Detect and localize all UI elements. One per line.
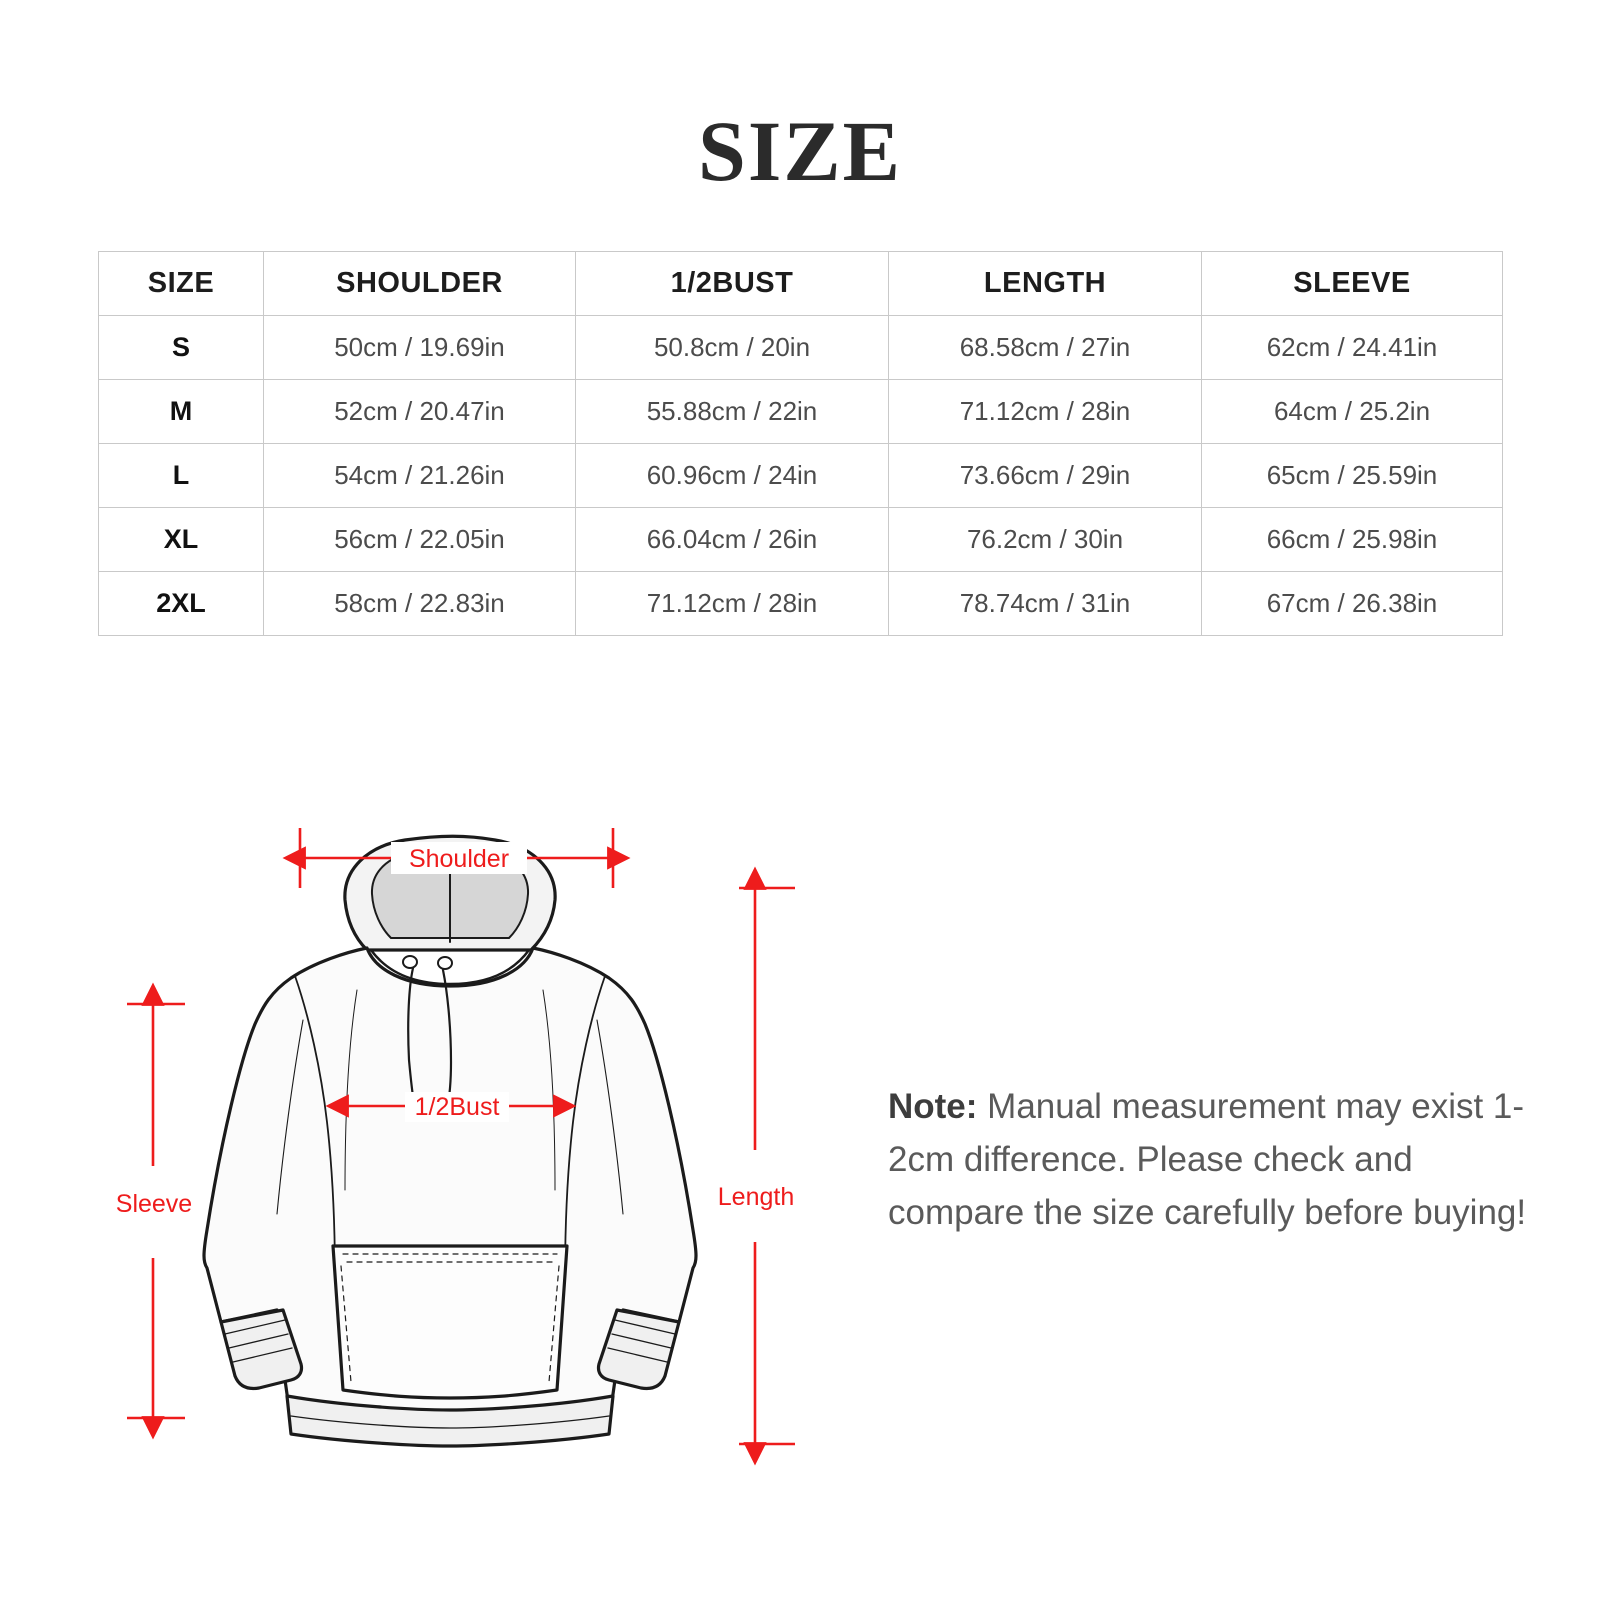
note-text <box>888 1080 1528 1240</box>
cell-length: 71.12cm / 28in <box>889 380 1202 444</box>
table-row <box>99 572 1503 636</box>
cell-shoulder: 52cm / 20.47in <box>264 380 576 444</box>
column-header-size: SIZE <box>99 252 264 316</box>
column-header-length: LENGTH <box>889 252 1202 316</box>
table-row <box>99 316 1503 380</box>
cell-size: XL <box>99 508 264 572</box>
cell-shoulder: 54cm / 21.26in <box>264 444 576 508</box>
size-table-container <box>98 251 1502 636</box>
hoodie-icon <box>204 836 696 1446</box>
cell-size: M <box>99 380 264 444</box>
cell-bust: 71.12cm / 28in <box>576 572 889 636</box>
label-sleeve: Sleeve <box>115 1190 193 1218</box>
column-header-bust: 1/2BUST <box>576 252 889 316</box>
label-shoulder: Shoulder <box>408 845 510 873</box>
cell-length: 68.58cm / 27in <box>889 316 1202 380</box>
note-prefix: Note: <box>888 1087 978 1126</box>
note-body: Manual measurement may exist 1-2cm difference. Please check and compare the size carefully before buying! <box>888 1087 1527 1233</box>
cell-bust: 66.04cm / 26in <box>576 508 889 572</box>
cell-size: S <box>99 316 264 380</box>
cell-sleeve: 64cm / 25.2in <box>1202 380 1503 444</box>
table-header-row <box>99 252 1503 316</box>
cell-sleeve: 66cm / 25.98in <box>1202 508 1503 572</box>
measurement-diagram <box>95 810 855 1510</box>
table-row <box>99 508 1503 572</box>
table-row <box>99 444 1503 508</box>
column-header-shoulder: SHOULDER <box>264 252 576 316</box>
table-row <box>99 380 1503 444</box>
cell-shoulder: 50cm / 19.69in <box>264 316 576 380</box>
cell-sleeve: 62cm / 24.41in <box>1202 316 1503 380</box>
size-chart-table <box>98 251 1503 636</box>
cell-size: 2XL <box>99 572 264 636</box>
cell-shoulder: 58cm / 22.83in <box>264 572 576 636</box>
cell-size: L <box>99 444 264 508</box>
cell-bust: 60.96cm / 24in <box>576 444 889 508</box>
cell-sleeve: 65cm / 25.59in <box>1202 444 1503 508</box>
column-header-sleeve: SLEEVE <box>1202 252 1503 316</box>
label-bust: 1/2Bust <box>414 1093 500 1121</box>
cell-length: 78.74cm / 31in <box>889 572 1202 636</box>
cell-length: 73.66cm / 29in <box>889 444 1202 508</box>
cell-bust: 50.8cm / 20in <box>576 316 889 380</box>
page-title: SIZE <box>697 103 903 199</box>
cell-bust: 55.88cm / 22in <box>576 380 889 444</box>
cell-sleeve: 67cm / 26.38in <box>1202 572 1503 636</box>
cell-length: 76.2cm / 30in <box>889 508 1202 572</box>
label-length: Length <box>717 1183 795 1211</box>
cell-shoulder: 56cm / 22.05in <box>264 508 576 572</box>
